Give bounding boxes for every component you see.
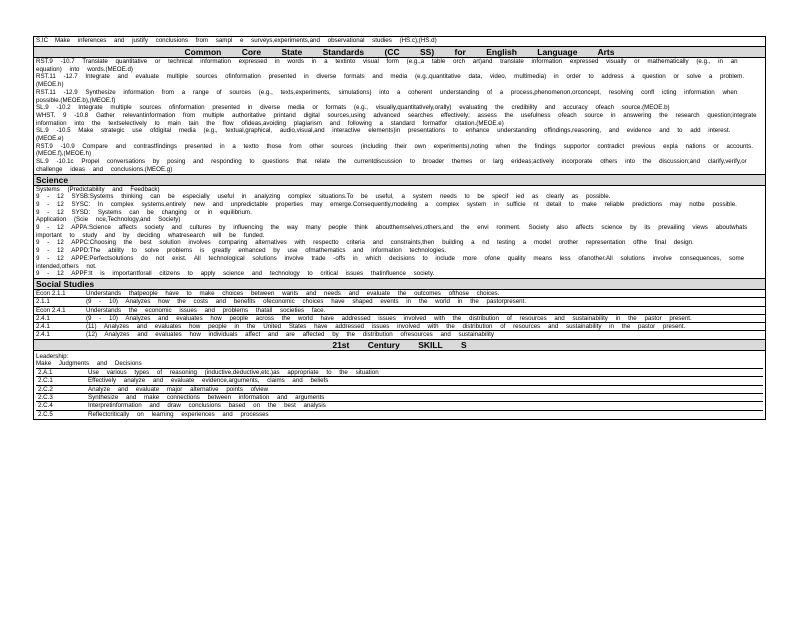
skills-code: 2.C.3 xyxy=(36,394,86,402)
top-row xyxy=(34,37,766,47)
skills-row xyxy=(36,402,763,410)
ela-item: WHST. 9 -10.8 Gather relevantinformation from multiple authoritative printand digital sources,using advanced searches effectively; assess the usefulness ofeach source in answering the research question;integrate information into the textselectively to main tain the flow ofideas,avoiding plagiarism and following a standard formatfor citation.(MEOE.e) xyxy=(36,111,757,127)
social-row xyxy=(34,290,765,298)
social-row xyxy=(34,331,765,339)
skills-header-row xyxy=(34,339,766,350)
science-header: Science xyxy=(34,174,766,185)
science-item: Application (Scie nce,Technology,and Society) xyxy=(36,216,181,224)
social-text: (9 - 10) Analyzes and evaluates how people across the world have addressed issues involved with the distribution of resources and sustainability in the pastor present. xyxy=(84,314,765,322)
social-header: Social Studies xyxy=(34,278,766,289)
skills-row xyxy=(36,369,763,377)
social-code: 2.1.1 xyxy=(34,298,84,306)
social-code: 2.4.1 xyxy=(36,331,50,339)
social-row xyxy=(34,323,765,331)
skills-row xyxy=(36,385,763,393)
standards-table xyxy=(33,36,766,420)
skills-code: 2.C.2 xyxy=(36,385,86,393)
science-item: 9 - 12 SYSB:Systems thinking can be especially useful in analyzing complex situations.To be useful, a system needs to be specif ied as clearly as possible. xyxy=(36,193,611,201)
science-item: 9 - 12 APPD:The ability to solve problems is greatly enhanced by use ofmathematics and information technologies. xyxy=(36,247,447,255)
social-code: Econ 2.1.1 xyxy=(34,290,84,298)
skills-code: 2.C.5 xyxy=(38,410,53,418)
standards-document xyxy=(33,36,766,420)
top-code: S.IC xyxy=(36,37,49,44)
social-text: (12) Analyzes and evaluates how individuals affect and are affected by the distribution ofresources and sustainability xyxy=(86,331,494,339)
skills-text: Use various types of reasoning (inductive,deductive,etc.)as appropriate to the situation xyxy=(86,369,763,377)
skills-text: Effectively analyze and evaluate evidence,arguments, claims and beliefs xyxy=(86,377,763,385)
social-code: Econ 2.4.1 xyxy=(34,306,84,314)
social-row xyxy=(34,306,765,314)
social-header-row xyxy=(34,278,766,289)
social-text: (11) Analyzes and evaluates how people in the United States have addressed issues involved with the distribution of resources and sustainability in the pastor present. xyxy=(84,323,765,331)
ela-header: Common Core State Standards (CC SS) for English Language Arts xyxy=(34,47,766,58)
skills-text: Synthesize and make connections between information and arguments xyxy=(86,394,763,402)
skills-intro: Leadership: xyxy=(36,352,69,360)
skills-row xyxy=(36,410,763,418)
science-item: 9 - 12 SYSD: Systems can be changing or in equilibrium. xyxy=(36,208,252,216)
science-item: 9 - 12 APPA:Science affects society and cultures by influencing the way many people think aboutthemselves,others,and the envi ronment. Society also affects science by its prevailing views aboutwhats important to study and by deciding whatresearch will be funded. xyxy=(36,224,748,239)
skills-row xyxy=(36,394,763,402)
skills-row xyxy=(36,377,763,385)
top-text: Make inferences and justify conclusions from sampl e surveys,experiments,and observational studies (HS.c),(HS.d) xyxy=(54,37,437,44)
skills-code: 2.C.4 xyxy=(36,402,86,410)
social-row xyxy=(34,314,765,322)
science-item: 9 - 12 SYSC: In complex systems,entirely new and unpredictable properties may emerge.Consequently,modeling a complex system in sufficie nt detail to make reliable predictions may notbe possible. xyxy=(36,200,737,208)
skills-text: Reflectcritically on learning experiences and processes xyxy=(88,410,269,418)
skills-text: Interpretinformation and draw conclusions based on the best analysis xyxy=(86,402,763,410)
ela-item: SL.9 -10.5 Make strategic use ofdigital media (e.g., textual,graphical, audio,visual,and interactive elements)in presentations to enhance understanding offindings,reasoning, and evidence and to add interest. (MEOE.e) xyxy=(36,127,731,143)
social-row xyxy=(34,298,765,306)
ela-item: RST.11 -12.9 Synthesize information from a range of sources (e.g., texts,experiments, simulations) into a coherent understanding of a process,phenomenon,orconcept, resolving confl icting information when possible.(MEOE.b),(MEOE.f) xyxy=(36,88,738,104)
ela-item: SL.9 -10.2 Integrate multiple sources ofinformation presented in diverse media or formats (e.g., visually,quantitatively,orally) evaluating the credibility and accuracy ofeach source.(MEOE.b) xyxy=(36,104,670,112)
skills-code: 2.C.1 xyxy=(36,377,86,385)
social-code: 2.4.1 xyxy=(34,323,84,331)
skills-text: Analyze and evaluate major alternative points ofview xyxy=(86,385,763,393)
science-item: Systems (Predictability and Feedback) xyxy=(36,185,160,193)
social-text: Understands thatpeople have to make choices between wants and needs and evaluate the outcomes ofthose choices. xyxy=(84,290,765,298)
ela-item: SL.9 -10.1c Propel conversations by posing and responding to questions that relate the currentdiscussion to broader themes or larg erideas;actively incorporate others into the discussion;and clarify,verify,or challenge ideas and conclusions.(MEOE.g) xyxy=(36,158,747,173)
ela-item: RST.9 -10.9 Compare and contrastfindings presented in a textto those from other sources (including their own experiments),noting when the findings supportor contradict previous expla nations or accounts. (MEOE.f),(MEOE.h) xyxy=(36,142,753,158)
skills-list xyxy=(34,350,766,419)
science-list xyxy=(34,185,766,278)
science-item: 9 - 12 APPF:It is importantforall citizens to apply science and technology to critical issues thatinfluence society. xyxy=(36,270,435,278)
skills-header: 21st Century SKILL S xyxy=(34,339,766,350)
ela-list xyxy=(34,58,766,175)
science-item: 9 - 12 APPC:Choosing the best solution involves comparing alternatives with respectto criteria and constraints,then building a nd testing a model orother representation ofthe final design. xyxy=(36,239,694,247)
ela-item: RST.11 -12.7 Integrate and evaluate multiple sources ofinformation presented in diverse formats and media (e.g.,quantitative data, video, multimedia) in order to address a question or solve a problem.(MEOE.h) xyxy=(36,73,745,89)
ela-header-row xyxy=(34,47,766,58)
science-item: 9 - 12 APPE:Perfectsolutions do not exist. All technological solutions involve trade -offs in which decisions to include more ofone quality means less ofanother.All solutions involve consequences, some intended,others not. xyxy=(36,254,745,270)
social-list xyxy=(34,289,766,339)
social-code: 2.4.1 xyxy=(34,314,84,322)
science-header-row xyxy=(34,174,766,185)
social-text: (9 - 10) Analyzes how the costs and benefits ofeconomic choices have shaped events in the world in the pastorpresent. xyxy=(84,298,765,306)
ela-item: RST.9 -10.7 Translate quantitative or technical information expressed in words in a textinto visual form (e.g.,a table orch art)and translate information expressed visually or mathematically (e.g., in an equation) into words.(MEOE.d) xyxy=(36,58,738,73)
social-text: Understands the economic issues and problems thatall societies face. xyxy=(84,306,765,314)
skills-code: 2.A.1 xyxy=(36,369,86,377)
skills-intro: Make Judgments and Decisions xyxy=(36,360,763,369)
